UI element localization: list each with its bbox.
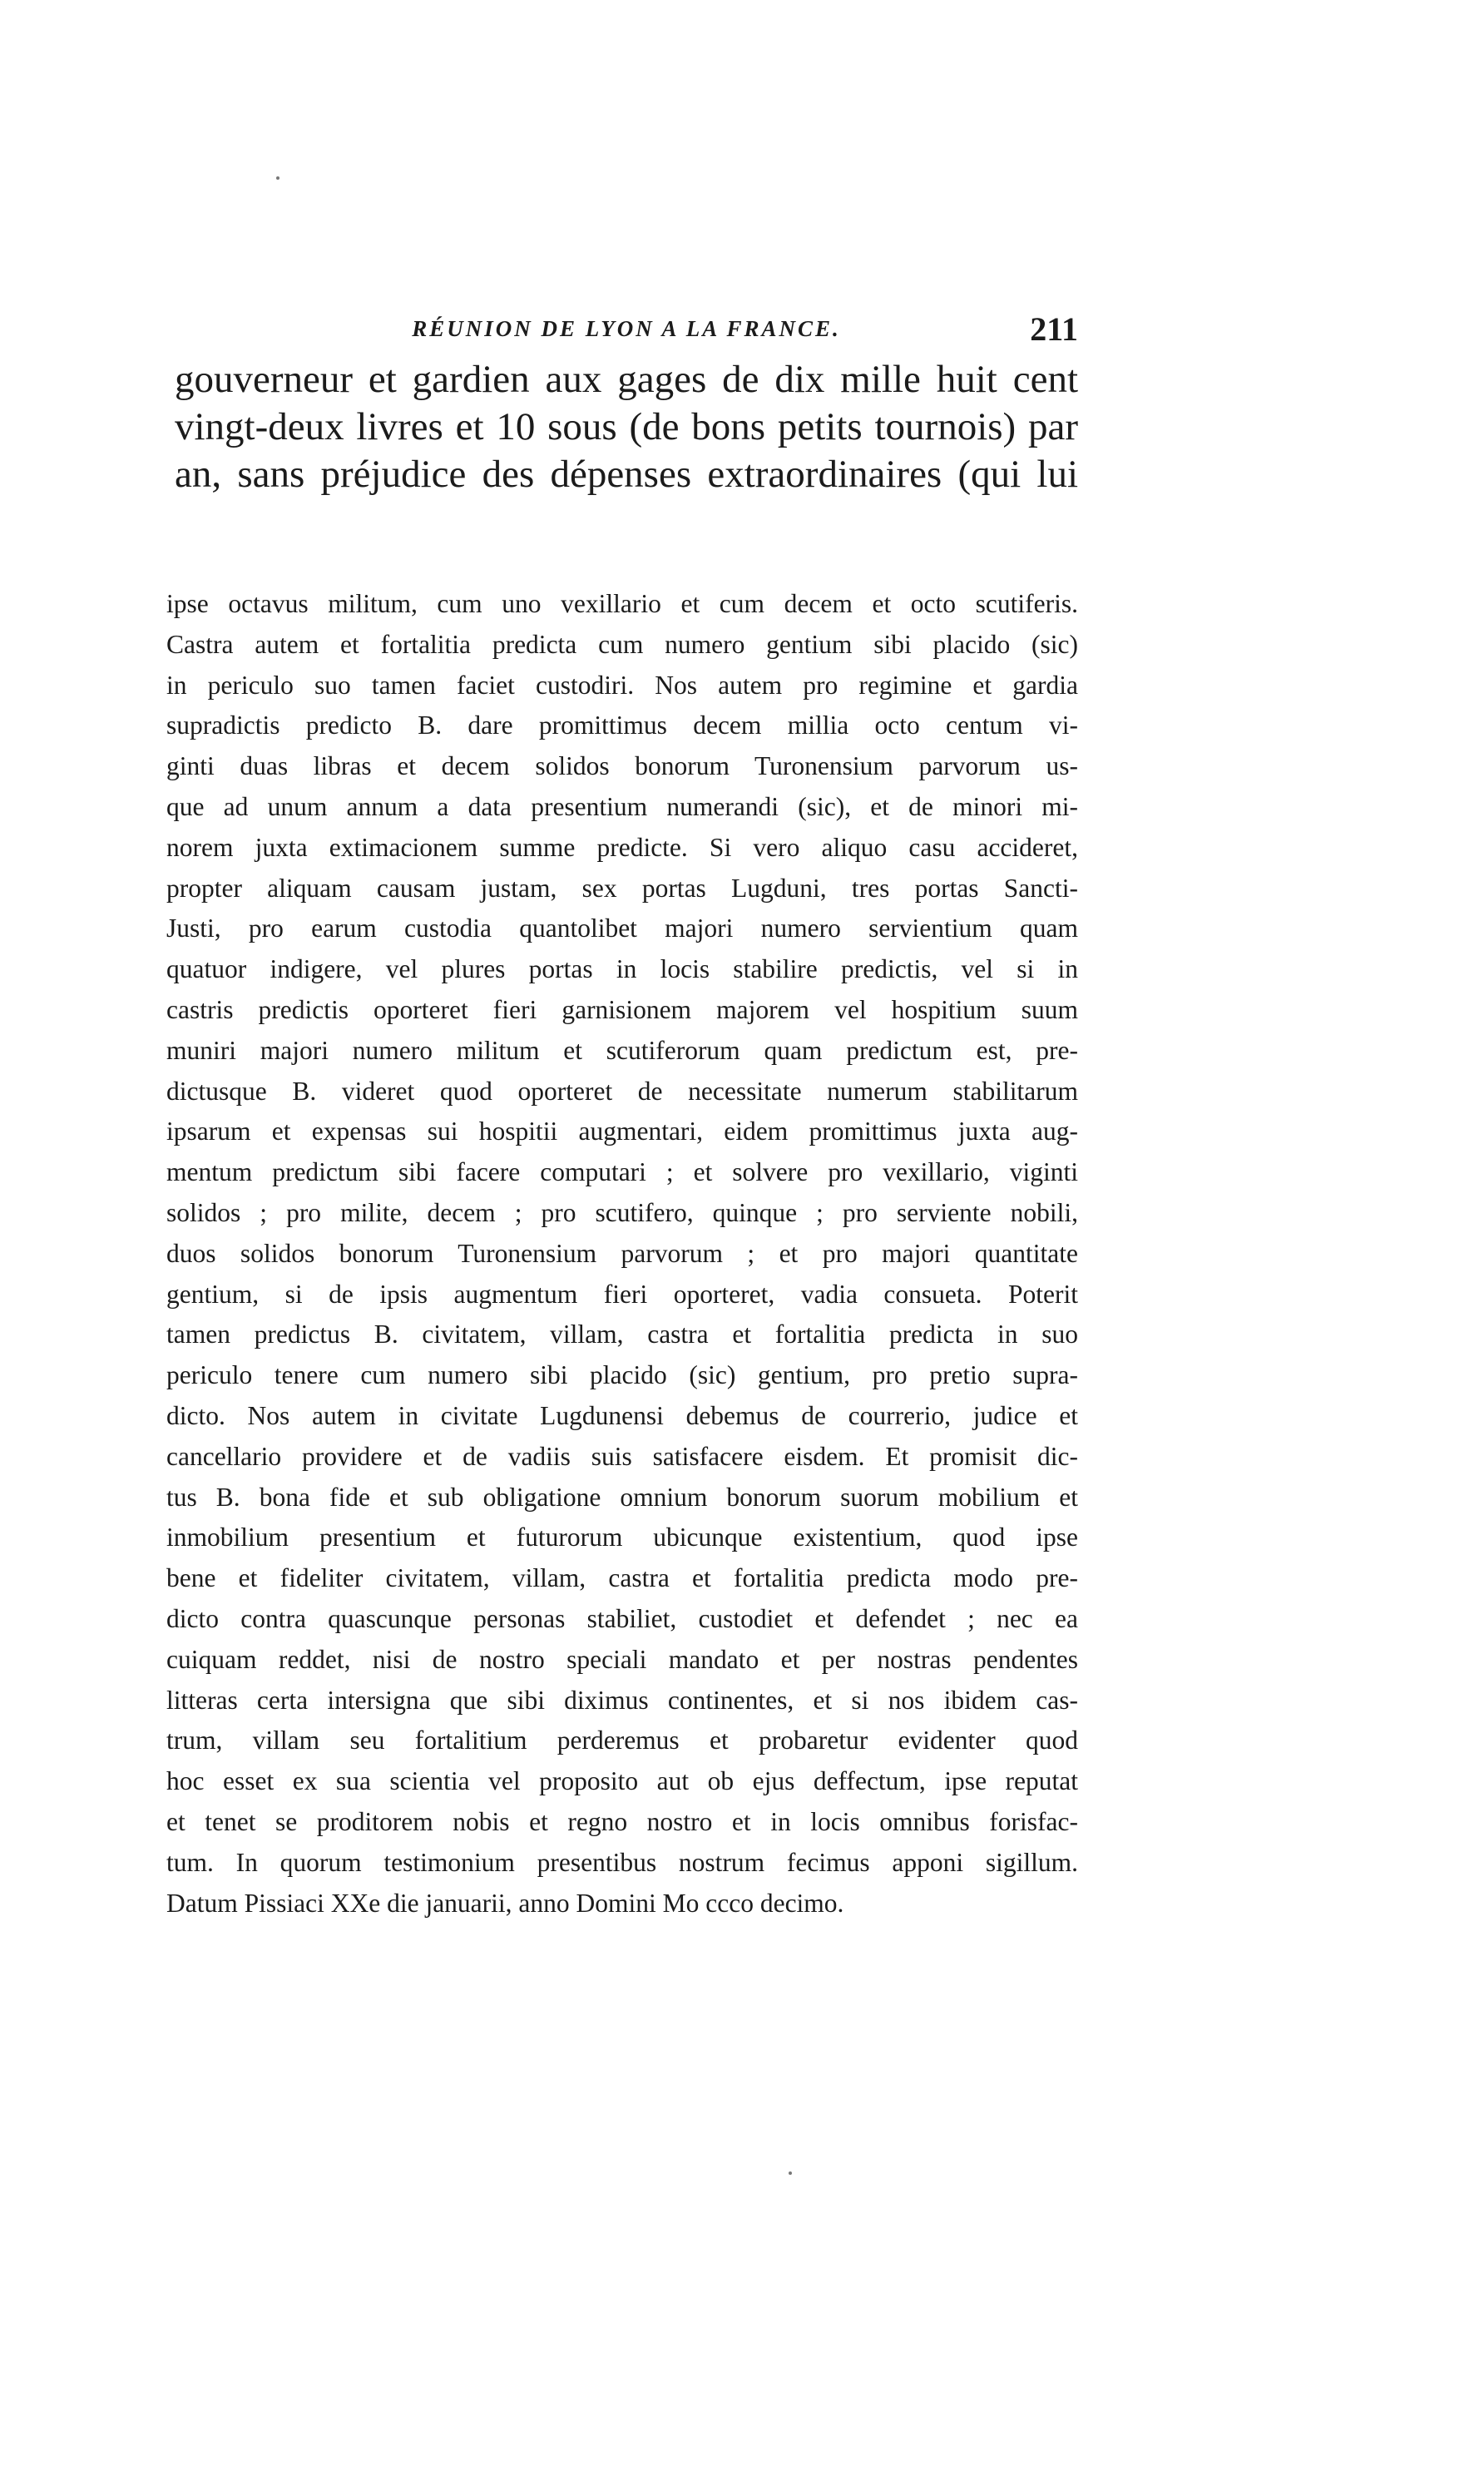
document-line: et tenet se proditorem nobis et regno nostro et in locis omnibus forisfac- <box>166 1806 1078 1836</box>
document-line: castris predictis oporteret fieri garnisionem majorem vel hospitium suum <box>166 994 1078 1024</box>
main-text <box>175 356 1078 498</box>
speck-mark <box>789 2171 792 2175</box>
document-line: ginti duas libras et decem solidos bonorum Turonensium parvorum us- <box>166 751 1078 781</box>
document-line: duos solidos bonorum Turonensium parvorum ; et pro majori quantitate <box>166 1238 1078 1268</box>
document-line: cuiquam reddet, nisi de nostro speciali mandato et per nostras pendentes <box>166 1644 1078 1674</box>
document-line: ipsarum et expensas sui hospitii augmentari, eidem promittimus juxta aug- <box>166 1117 1078 1146</box>
document-line: trum, villam seu fortalitium perderemus et probaretur evidenter quod <box>166 1726 1078 1755</box>
document-line: propter aliquam causam justam, sex portas Lugduni, tres portas Sancti- <box>166 873 1078 903</box>
document-line: quatuor indigere, vel plures portas in locis stabilire predictis, vel si in <box>166 954 1078 984</box>
document-line: solidos ; pro milite, decem ; pro scutifero, quinque ; pro serviente nobili, <box>166 1197 1078 1227</box>
document-line: tamen predictus B. civitatem, villam, castra et fortalitia predicta in suo <box>166 1320 1078 1349</box>
page-number: 211 <box>1030 310 1078 348</box>
running-head: RÉUNION DE LYON A LA FRANCE. <box>412 316 841 341</box>
document-line: periculo tenere cum numero sibi placido (sic) gentium, pro pretio supra- <box>166 1360 1078 1390</box>
main-text-line: gouverneur et gardien aux gages de dix mille huit cent <box>175 358 1078 401</box>
speck-mark <box>276 176 279 180</box>
document-line: que ad unum annum a data presentium numerandi (sic), et de minori mi- <box>166 791 1078 821</box>
document-line: dictusque B. videret quod oporteret de necessitate numerum stabilitarum <box>166 1076 1078 1106</box>
document-line: inmobilium presentium et futurorum ubicunque existentium, quod ipse <box>166 1523 1078 1552</box>
document-line: hoc esset ex sua scientia vel proposito aut ob ejus deffectum, ipse reputat <box>166 1766 1078 1796</box>
document-line: muniri majori numero militum et scutiferorum quam predictum est, pre- <box>166 1035 1078 1065</box>
document-line: in periculo suo tamen faciet custodiri. Nos autem pro regimine et gardia <box>166 670 1078 700</box>
document-line: supradictis predicto B. dare promittimus decem millia octo centum vi- <box>166 711 1078 740</box>
document-line: norem juxta extimacionem summe predicte. Si vero aliquo casu accideret, <box>166 832 1078 862</box>
document-line: litteras certa intersigna que sibi diximus continentes, et si nos ibidem cas- <box>166 1685 1078 1715</box>
document-line: cancellario providere et de vadiis suis satisfacere eisdem. Et promisit dic- <box>166 1441 1078 1471</box>
document-line: tum. In quorum testimonium presentibus nostrum fecimus apponi sigillum. <box>166 1847 1078 1877</box>
document-line: dicto contra quascunque personas stabiliet, custodiet et defendet ; nec ea <box>166 1603 1078 1633</box>
document-line: Datum Pissiaci XXe die januarii, anno Domini Mo ccco decimo. <box>166 1888 844 1918</box>
page-header <box>175 309 1078 351</box>
document-line: bene et fideliter civitatem, villam, castra et fortalitia predicta modo pre- <box>166 1563 1078 1593</box>
main-text-line: vingt-deux livres et 10 sous (de bons petits tournois) par <box>175 405 1078 448</box>
main-text-line: an, sans préjudice des dépenses extraordinaires (qui lui <box>175 453 1078 496</box>
document-line: Justi, pro earum custodia quantolibet majori numero servientium quam <box>166 914 1078 943</box>
document-line: tus B. bona fide et sub obligatione omnium bonorum suorum mobilium et <box>166 1482 1078 1512</box>
document-line: dicto. Nos autem in civitate Lugdunensi debemus de courrerio, judice et <box>166 1400 1078 1430</box>
document-line: Castra autem et fortalitia predicta cum numero gentium sibi placido (sic) <box>166 629 1078 659</box>
document-line: ipse octavus militum, cum uno vexillario et cum decem et octo scutiferis. <box>166 589 1078 618</box>
document-line: gentium, si de ipsis augmentum fieri oporteret, vadia consueta. Poterit <box>166 1279 1078 1309</box>
document-line: mentum predictum sibi facere computari ; et solvere pro vexillario, viginti <box>166 1157 1078 1187</box>
latin-document <box>166 584 1078 1924</box>
